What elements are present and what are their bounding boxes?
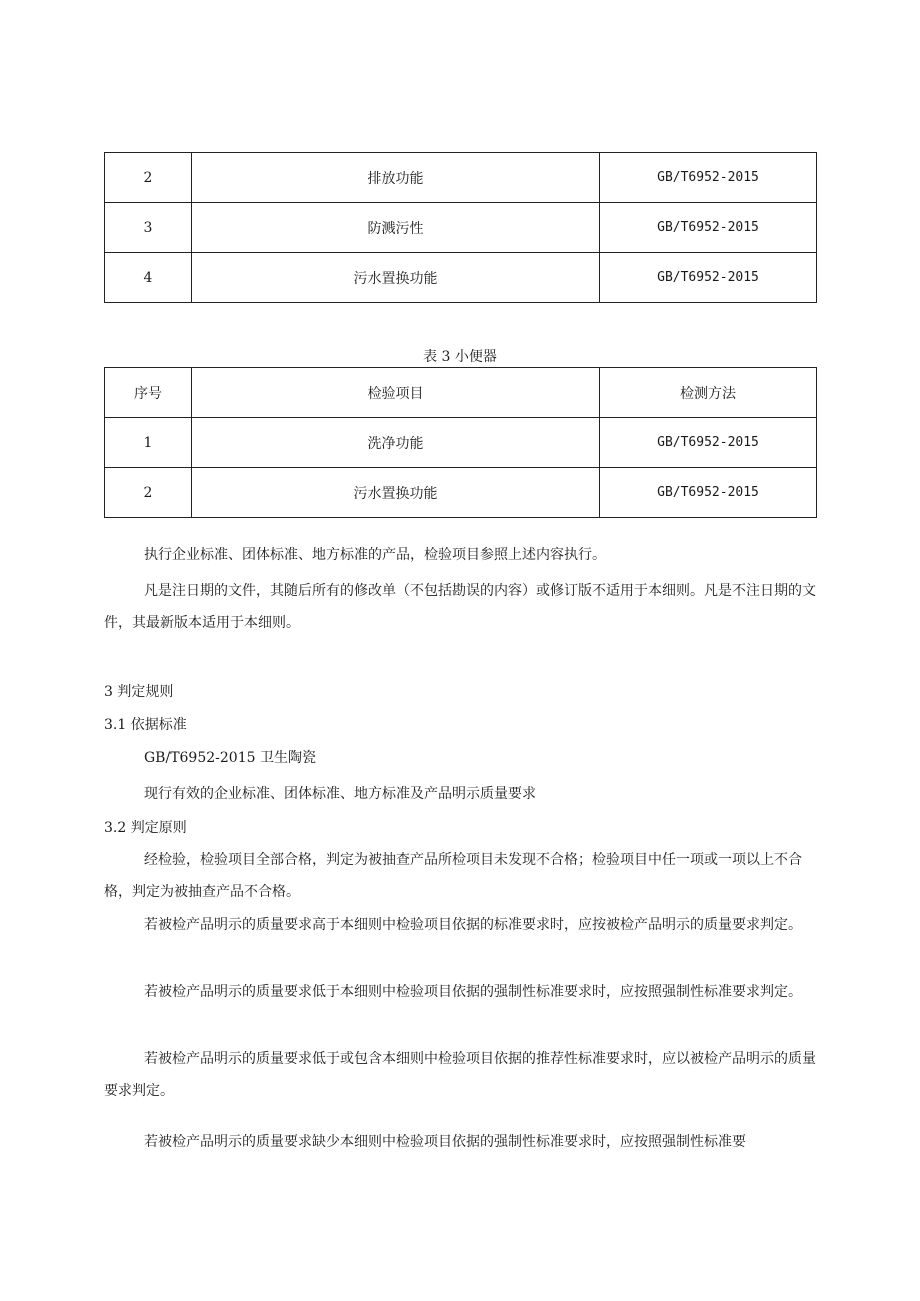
toilet-inspection-table-continued [104, 152, 817, 303]
section-heading: 3 判定规则 [104, 684, 174, 700]
standard-reference: GB/T6952-2015 卫生陶瓷 [144, 750, 316, 766]
table-row [105, 153, 817, 203]
test-method: GB/T6952-2015 [600, 203, 817, 253]
header-method: 检测方法 [600, 368, 817, 418]
table-row [105, 468, 817, 518]
header-item: 检验项目 [192, 368, 600, 418]
table-row [105, 253, 817, 303]
paragraph-judgement: 若被检产品明示的质量要求高于本细则中检验项目依据的标准要求时，应按被检产品明示的质量要求判定。 [144, 917, 802, 933]
row-number: 2 [105, 153, 192, 203]
paragraph-judgement: 若被检产品明示的质量要求低于本细则中检验项目依据的强制性标准要求时，应按照强制性标准要求判定。 [144, 984, 802, 1000]
inspection-item: 污水置换功能 [192, 253, 600, 303]
row-number: 3 [105, 203, 192, 253]
row-number: 2 [105, 468, 192, 518]
paragraph-execution-note: 执行企业标准、团体标准、地方标准的产品，检验项目参照上述内容执行。 [144, 547, 606, 563]
test-method: GB/T6952-2015 [600, 153, 817, 203]
table-caption: 表 3 小便器 [423, 349, 497, 365]
paragraph-dated-documents: 凡是注日期的文件，其随后所有的修改单（不包括勘误的内容）或修订版不适用于本细则。凡是不注日期的文件，其最新版本适用于本细则。 [104, 583, 816, 631]
subsection-heading: 3.2 判定原则 [104, 820, 187, 836]
table-header-row [105, 368, 817, 418]
inspection-item: 洗净功能 [192, 418, 600, 468]
inspection-item: 排放功能 [192, 153, 600, 203]
urinal-inspection-table [104, 367, 817, 518]
inspection-item: 污水置换功能 [192, 468, 600, 518]
subsection-heading: 3.1 依据标准 [104, 717, 187, 733]
paragraph-judgement: 若被检产品明示的质量要求低于或包含本细则中检验项目依据的推荐性标准要求时，应以被检产品明示的质量要求判定。 [104, 1051, 816, 1099]
standard-reference: 现行有效的企业标准、团体标准、地方标准及产品明示质量要求 [144, 786, 536, 802]
row-number: 4 [105, 253, 192, 303]
row-number: 1 [105, 418, 192, 468]
paragraph-judgement: 若被检产品明示的质量要求缺少本细则中检验项目依据的强制性标准要求时，应按照强制性标准要 [144, 1134, 746, 1150]
test-method: GB/T6952-2015 [600, 418, 817, 468]
table-row [105, 203, 817, 253]
test-method: GB/T6952-2015 [600, 468, 817, 518]
test-method: GB/T6952-2015 [600, 253, 817, 303]
header-number: 序号 [105, 368, 192, 418]
inspection-item: 防溅污性 [192, 203, 600, 253]
paragraph-judgement: 经检验，检验项目全部合格，判定为被抽查产品所检项目未发现不合格；检验项目中任一项或一项以上不合格，判定为被抽查产品不合格。 [104, 852, 802, 900]
table-row [105, 418, 817, 468]
